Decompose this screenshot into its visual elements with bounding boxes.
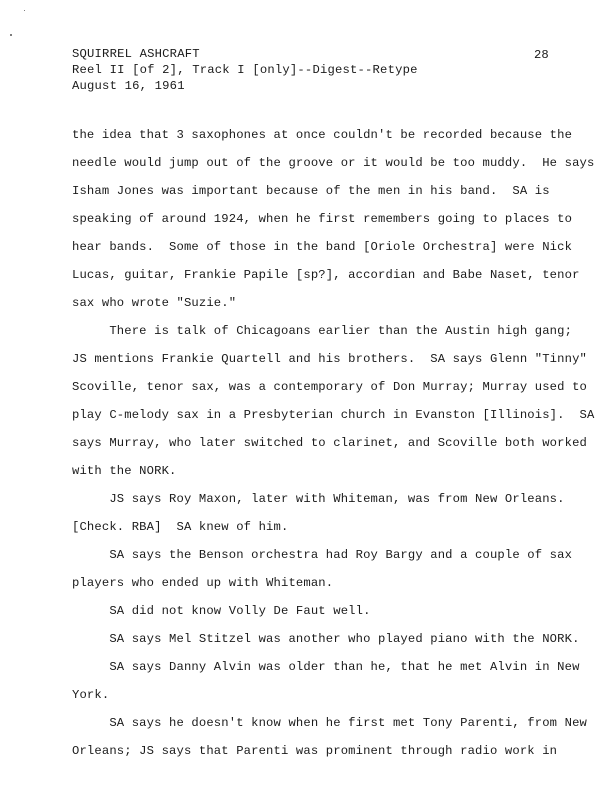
- text-line: sax who wrote "Suzie.": [72, 296, 237, 310]
- text-line: SA says Danny Alvin was older than he, that he met Alvin in New: [72, 660, 580, 674]
- text-line: play C-melody sax in a Presbyterian church in Evanston [Illinois]. SA: [72, 408, 595, 422]
- interviewee-name: SQUIRREL ASHCRAFT: [72, 47, 200, 61]
- scan-speck: [10, 34, 12, 36]
- interview-date: August 16, 1961: [72, 79, 185, 93]
- text-line: SA says he doesn't know when he first met Tony Parenti, from New: [72, 716, 587, 730]
- text-line: [Check. RBA] SA knew of him.: [72, 520, 289, 534]
- text-line: SA says the Benson orchestra had Roy Bargy and a couple of sax: [72, 548, 573, 562]
- text-line: SA did not know Volly De Faut well.: [72, 604, 371, 618]
- text-line: JS says Roy Maxon, later with Whiteman, was from New Orleans.: [72, 492, 565, 506]
- document-header: [72, 46, 418, 94]
- text-line: Scoville, tenor sax, was a contemporary of Don Murray; Murray used to: [72, 380, 587, 394]
- text-line: with the NORK.: [72, 464, 177, 478]
- text-line: Lucas, guitar, Frankie Papile [sp?], accordian and Babe Naset, tenor: [72, 268, 580, 282]
- page-number: 28: [534, 48, 549, 62]
- text-line: JS mentions Frankie Quartell and his brothers. SA says Glenn "Tinny": [72, 352, 587, 366]
- reel-track-info: Reel II [of 2], Track I [only]--Digest--Retype: [72, 63, 418, 77]
- text-line: says Murray, who later switched to clarinet, and Scoville both worked: [72, 436, 587, 450]
- text-line: needle would jump out of the groove or it would be too muddy. He says: [72, 156, 595, 170]
- text-line: Orleans; JS says that Parenti was prominent through radio work in: [72, 744, 558, 758]
- text-line: the idea that 3 saxophones at once couldn't be recorded because the: [72, 128, 573, 142]
- scan-speck: [24, 10, 25, 11]
- text-line: Isham Jones was important because of the men in his band. SA is: [72, 184, 550, 198]
- text-line: SA says Mel Stitzel was another who played piano with the NORK.: [72, 632, 580, 646]
- text-line: hear bands. Some of those in the band [Oriole Orchestra] were Nick: [72, 240, 573, 254]
- text-line: York.: [72, 688, 110, 702]
- text-line: players who ended up with Whiteman.: [72, 576, 334, 590]
- text-line: There is talk of Chicagoans earlier than the Austin high gang;: [72, 324, 573, 338]
- text-line: speaking of around 1924, when he first remembers going to places to: [72, 212, 573, 226]
